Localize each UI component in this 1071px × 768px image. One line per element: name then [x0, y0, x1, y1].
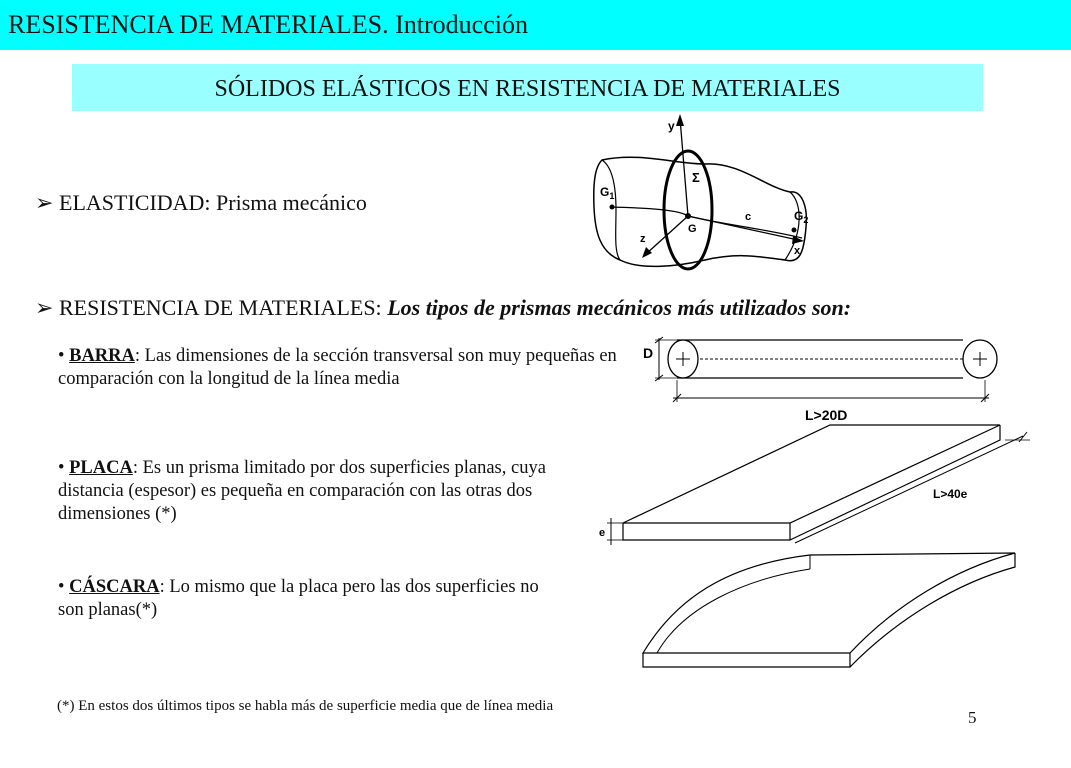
bullet-resistencia-emphasis: Los tipos de prismas mecánicos más utilizados son:: [387, 295, 852, 320]
e-label: e: [599, 527, 606, 539]
y-axis: [680, 118, 688, 216]
bullet-resistencia-lead: RESISTENCIA DE MATERIALES:: [59, 295, 388, 320]
centroid-g2-point: [792, 228, 797, 233]
item-barra-text: : Las dimensiones de la sección transversal son muy pequeñas en comparación con la longitud de la línea media: [58, 346, 617, 389]
shell-side-face: [850, 553, 1015, 667]
item-cascara: [58, 576, 558, 622]
prism-figure: [580, 112, 820, 277]
c-label: c: [745, 211, 752, 223]
page-number: 5: [968, 708, 977, 727]
l-bar-label: L>20D: [805, 407, 848, 423]
bullet-elasticidad-text: ELASTICIDAD: Prisma mecánico: [59, 190, 367, 215]
item-barra: [58, 345, 618, 391]
z-axis: [646, 216, 688, 254]
g1-label: $G_1$: [600, 185, 615, 201]
title-bar: [0, 0, 1071, 50]
bullet-dot: •: [58, 577, 65, 597]
l-plate-label: L>40e: [933, 487, 968, 501]
dim-l-line: [795, 436, 1023, 543]
term-barra: BARRA: [69, 346, 135, 366]
centroid-line: [610, 207, 802, 238]
term-placa: PLACA: [69, 458, 133, 478]
arrow-bullet-icon: ➢: [35, 295, 54, 320]
d-label: D: [643, 345, 654, 361]
bullet-elasticidad: [35, 190, 367, 216]
item-placa: [58, 457, 578, 526]
footnote: (*) En estos dos últimos tipos se habla más de superficie media que de línea media: [57, 698, 554, 714]
centroid-g1-point: [610, 205, 615, 210]
term-cascara: CÁSCARA: [69, 577, 160, 597]
bullet-resistencia: [35, 295, 851, 321]
y-axis-arrow-icon: [676, 114, 684, 126]
plate-top-face: [623, 425, 1000, 523]
item-cascara-text: : Lo mismo que la placa pero las dos superficies no son planas(*): [58, 577, 539, 620]
item-placa-text: : Es un prisma limitado por dos superficies planas, cuya distancia (espesor) es pequeña en comparación con las otras dos dimensiones (*): [58, 458, 546, 524]
sigma-label: Σ: [692, 170, 700, 185]
x-label: x: [794, 245, 801, 257]
g-label: G: [688, 223, 697, 235]
g2-label: $G_2$: [794, 209, 809, 225]
shell-figure: [635, 545, 1035, 675]
bullet-dot: •: [58, 458, 65, 478]
z-axis-arrow-icon: [642, 247, 652, 258]
bullet-dot: •: [58, 346, 65, 366]
section-bar: [72, 64, 983, 111]
shell-top-surface: [643, 553, 1015, 653]
section-title: SÓLIDOS ELÁSTICOS EN RESISTENCIA DE MATERIALES: [214, 76, 841, 102]
shell-inner-edge: [657, 569, 810, 653]
centroid-g-point: [685, 213, 691, 219]
x-axis: [688, 216, 798, 240]
page-title: RESISTENCIA DE MATERIALES. Introducción: [8, 10, 528, 39]
arrow-bullet-icon: ➢: [35, 190, 54, 215]
y-label: y: [668, 119, 675, 133]
plate-figure: [595, 418, 1040, 558]
prism-left-section: [602, 160, 620, 260]
plate-side-face: [790, 425, 1000, 540]
shell-front-face: [643, 653, 850, 667]
z-label: z: [640, 233, 646, 245]
plate-front-face: [623, 523, 790, 540]
prism-outline: [594, 157, 807, 266]
